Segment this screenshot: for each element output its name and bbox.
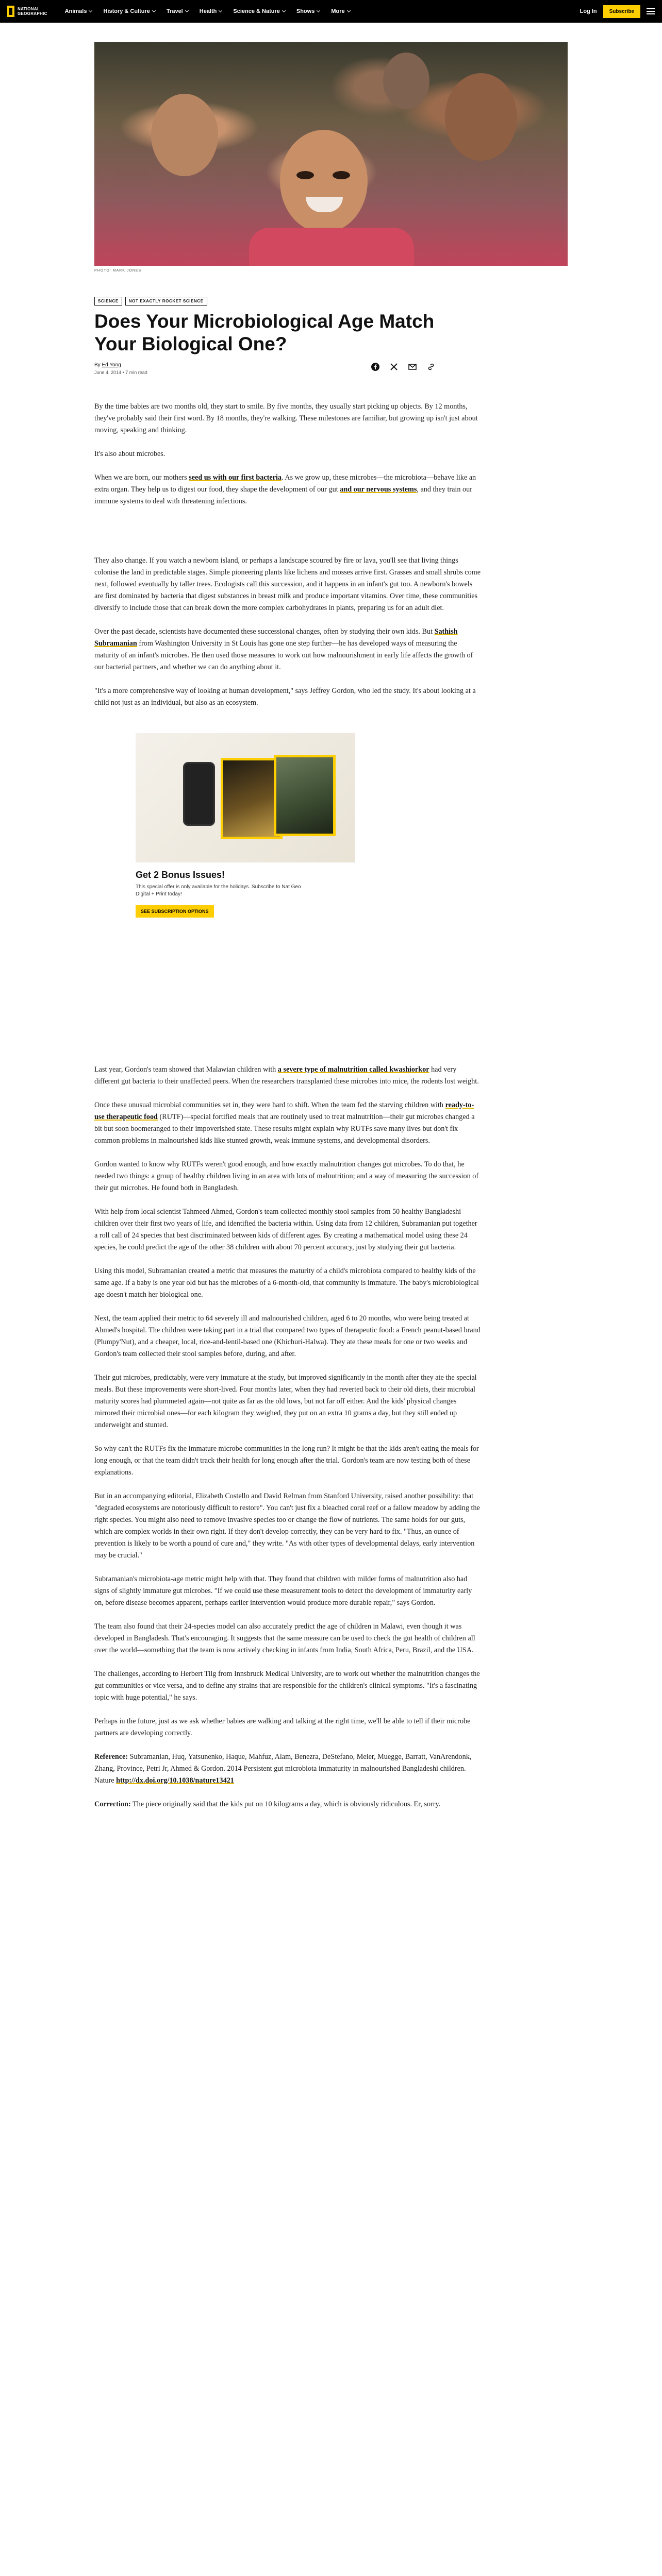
hero-photo-children [94,42,568,266]
link-therapeutic-food[interactable]: ready-to-use therapeutic food [94,1101,474,1121]
paragraph: Perhaps in the future, just as we ask whether babies are walking and talking at the right time, we'll be able to tell if their microbe partners are developing correctly. [94,1717,471,1737]
article-body-3 [94,1064,481,1822]
child-face-left [151,94,218,176]
paragraph: By the time babies are two months old, they start to smile. By five months, they usually start picking up objects. By 12 months, they've probably said their first word. By 18 months, they're walking. These milestones are familiar, but growing up isn't just about moving, speaking and thinking. [94,402,478,434]
hamburger-menu-icon[interactable] [647,8,655,14]
subscription-ad [136,733,355,918]
link-subramanian[interactable]: Sathish Subramanian [94,628,458,648]
publish-date: June 4, 2014 • 7 min read [94,370,147,375]
paragraph: Last year, Gordon's team showed that Malawian children with a severe type of malnutrition called kwashiorkor had very different gut bacteria to their unaffected peers. When the researchers transplanted these microbes into mice, the rodents lost weight. [94,1065,479,1086]
nav-item-health[interactable]: Health [200,8,222,14]
paragraph: So why can't the RUTFs fix the immature microbe communities in the long run? It might be that the kids aren't eating the meals for long enough, or that the team didn't track their health for long enough after the trial. Gordon's team are now testing both of these explanations. [94,1445,479,1477]
tag-blog[interactable]: NOT EXACTLY ROCKET SCIENCE [125,297,207,306]
paragraph: Using this model, Subramanian created a metric that measures the maturity of a child's microbiota compared to healthy kids of the same age. If a baby is one year old but has the microbes of a 6-month-old, that community is immature. The baby's microbiological age doesn't match her biological one. [94,1267,479,1299]
paragraph: The team also found that their 24-species model can also accurately predict the age of children in Malawi, even though it was developed in Bangladesh. That's encouraging. It suggests that the same measure can be used to check the gut health of children all over the world—something that the team is now actively checking in infants from India, South Africa, Peru, Brazil, and the USA. [94,1622,475,1654]
subscription-options-button[interactable]: SEE SUBSCRIPTION OPTIONS [136,905,214,918]
reference: Reference: Subramanian, Huq, Yatsunenko, Haque, Mahfuz, Alam, Benezra, DeStefano, Meier, Muegge, Barratt, VanArendonk, Zhang, Province, Petri Jr, Ahmed & Gordon. 2014 Persistent gut microbiota immaturity in malnourished Bangladeshi children. Nature http://dx.doi.org/10.1038/nature13421 [94,1753,472,1785]
share-buttons [370,361,444,372]
chevron-down-icon [89,9,92,12]
logo[interactable] [7,6,47,17]
paragraph: But in an accompanying editorial, Elizabeth Costello and David Relman from Stanford University, raised another possibility: that "degraded ecosystems are notoriously difficult to restore". You can't just fix a bleached coral reef or a fallow meadow by adding the right species. You might also need to remove invasive species too or change the flow of nutrients. The same holds for our guts, which are complex worlds in their own right. If they don't develop correctly, they can be very hard to fix. "Thus, an ounce of prevention is likely to be worth a pound of cure and," they write. "As with other types of developmental delays, early intervention may be crucial." [94,1492,480,1560]
chevron-down-icon [219,9,222,12]
phone-graphic [183,762,215,826]
chevron-down-icon [317,9,320,12]
paragraph: When we are born, our mothers seed us with our first bacteria. As we grow up, these microbes—the microbiota—behave like an extra organ. They help us to digest our food, they shape the development of our gut and our nervous systems, and they train our immune systems to deal with threatening infections. [94,473,476,505]
paragraph: Over the past decade, scientists have documented these successional changes, often by studying their own kids. But Sathish Subramanian from Washington University in St Louis has gone one step further—he has developed ways of measuring the maturity of an infant's microbes. He then used those measures to work out how malnourishment in early life affects the growth of our bacterial partners, and whether we can do anything about it. [94,628,473,671]
ad-image-magazines [136,733,355,862]
paragraph: The challenges, according to Herbert Tilg from Innsbruck Medical University, are to work out whether the malnutrition changes the gut communities or vice versa, and to define any strains that are responsible for the children's clinical symptoms. "It's a fascinating topic with huge potential," he says. [94,1670,480,1702]
article-body-2 [94,555,481,721]
nav-item-shows[interactable]: Shows [296,8,320,14]
link-first-bacteria[interactable]: seed us with our first bacteria [189,473,282,482]
child-face-right [445,73,517,161]
nav-links [65,8,361,14]
ad-title: Get 2 Bonus Issues! [136,870,225,880]
photo-caption: PHOTO: MARK JONES [94,269,142,273]
nav-item-travel[interactable]: Travel [167,8,188,14]
paragraph: "It's a more comprehensive way of looking at human development," says Jeffrey Gordon, who led the study. It's about looking at a child not just as an individual, but also as an ecosystem. [94,687,476,707]
chevron-down-icon [185,9,189,12]
chevron-down-icon [347,9,351,12]
chevron-down-icon [152,9,156,12]
tag-science[interactable]: SCIENCE [94,297,122,306]
chevron-down-icon [282,9,286,12]
paragraph: Next, the team applied their metric to 64 severely ill and malnourished children, aged 6 to 20 months, who were being treated at Ahmed's hospital. The children were taking part in a trial that compared two types of therapeutic food: a French peanut-based brand (Plumpy'Nut), and a cheaper, local, rice-and-lentil-based one (Khichuri-Halwa). They ate these meals for one or two weeks and Gordon's team collected their stool samples before, during, and after. [94,1314,481,1358]
top-nav [0,0,662,23]
paragraph: Gordon wanted to know why RUTFs weren't good enough, and how exactly malnutrition changes gut microbes. To do that, he needed two things: a group of healthy children living in an area with lots of malnutrition; and a way of measuring the succession of their gut microbes. He found both in Bangladesh. [94,1160,479,1192]
magazine-cover [274,755,336,836]
article-headline: Does Your Microbiological Age Match Your Biological One? [94,311,435,354]
correction: Correction: The piece originally said that the kids put on 10 kilograms a day, which is obviously ridiculous. Er, sorry. [94,1800,441,1808]
nav-item-more[interactable]: More [331,8,350,14]
paragraph: They also change. If you watch a newborn island, or perhaps a landscape scoured by fire or lava, you'll see that living things colonise the land in predictable stages. Simple pioneering plants like lichens and mosses arrive first. Grasses and small shrubs come next, followed eventually by taller trees. Ecologists call this succession, and it happens in an infant's gut too. A newborn's bowels are first dominated by bacteria that digest substances in breast milk and produce important vitamins. Over time, these communities diversify to include those that can break down the more complex carbohydrates in plants, preparing us for an adult diet. [94,556,481,612]
subscribe-button[interactable]: Subscribe [603,5,640,18]
logo-line1: NATIONAL [18,7,40,11]
link-nervous-systems[interactable]: and our nervous systems [340,485,417,494]
nav-item-history[interactable]: History & Culture [103,8,155,14]
link-kwashiorkor[interactable]: a severe type of malnutrition called kwashiorkor [277,1065,429,1074]
logo-line2: GEOGRAPHIC [18,11,47,16]
doi-link[interactable]: http://dx.doi.org/10.1038/nature13421 [116,1776,234,1785]
link-icon[interactable] [425,361,437,372]
nav-item-animals[interactable]: Animals [65,8,92,14]
paragraph: Subramanian's microbiota-age metric might help with that. They found that children with milder forms of malnutrition also had signs of slightly immature gut microbes. "If we could use these measurement tools to detect the development of immaturity early on, before disease becomes apparent, perhaps earlier intervention would produce more durable repair," says Gordon. [94,1575,472,1607]
logo-yellow-frame [7,6,14,17]
x-icon[interactable] [388,361,400,372]
nav-item-science[interactable]: Science & Nature [233,8,285,14]
author-link[interactable]: Ed Yong [102,362,121,368]
article-tags [94,297,568,306]
email-icon[interactable] [407,361,418,372]
byline: By Ed Yong [94,362,121,368]
login-link[interactable]: Log In [580,8,597,14]
article-body-1 [94,401,481,519]
child-face [280,130,368,233]
magazine-cover [221,758,283,839]
facebook-icon[interactable] [370,361,381,372]
paragraph: It's also about microbes. [94,450,166,458]
ad-text: This special offer is only available for the holidays. Subscribe to Nat Geo Digital + Print today! [136,884,301,897]
paragraph: Their gut microbes, predictably, were very immature at the study, but improved significantly in the month after they ate the special meals. But these improvements were short-lived. Four months later, when they had reverted back to their old diets, their microbial maturity scores had plummeted again—not quite as far as the old lows, but not far off either. And the kids' physical changes mirrored their microbial ones—for each kilogram they weighed, they put on an extra 10 grams a day, but they still ended up underweight and stunted. [94,1374,477,1429]
paragraph: Once these unusual microbial communities set in, they were hard to shift. When the team fed the starving children with ready-to-use therapeutic food (RUTF)—special fortified meals that are routinely used to treat malnutrition—their gut microbes changed a bit but soon boomeranged to their impoverished state. These results might explain why RUTFs save many lives but don't fix common problems in malnourished kids like stunted growth, weak immune systems, and developmental disorders. [94,1101,475,1145]
paragraph: With help from local scientist Tahmeed Ahmed, Gordon's team collected monthly stool samples from 50 healthy Bangladeshi children over their first two years of life, and identified the bacteria within. Using data from 12 children, Subramanian put together a roll call of 24 species that best discriminated between kids of different ages. By creating a mathematical model using these 24 species, he could predict the age of the other 38 children with about 70 percent accuracy, just by studying their gut bacteria. [94,1208,477,1251]
